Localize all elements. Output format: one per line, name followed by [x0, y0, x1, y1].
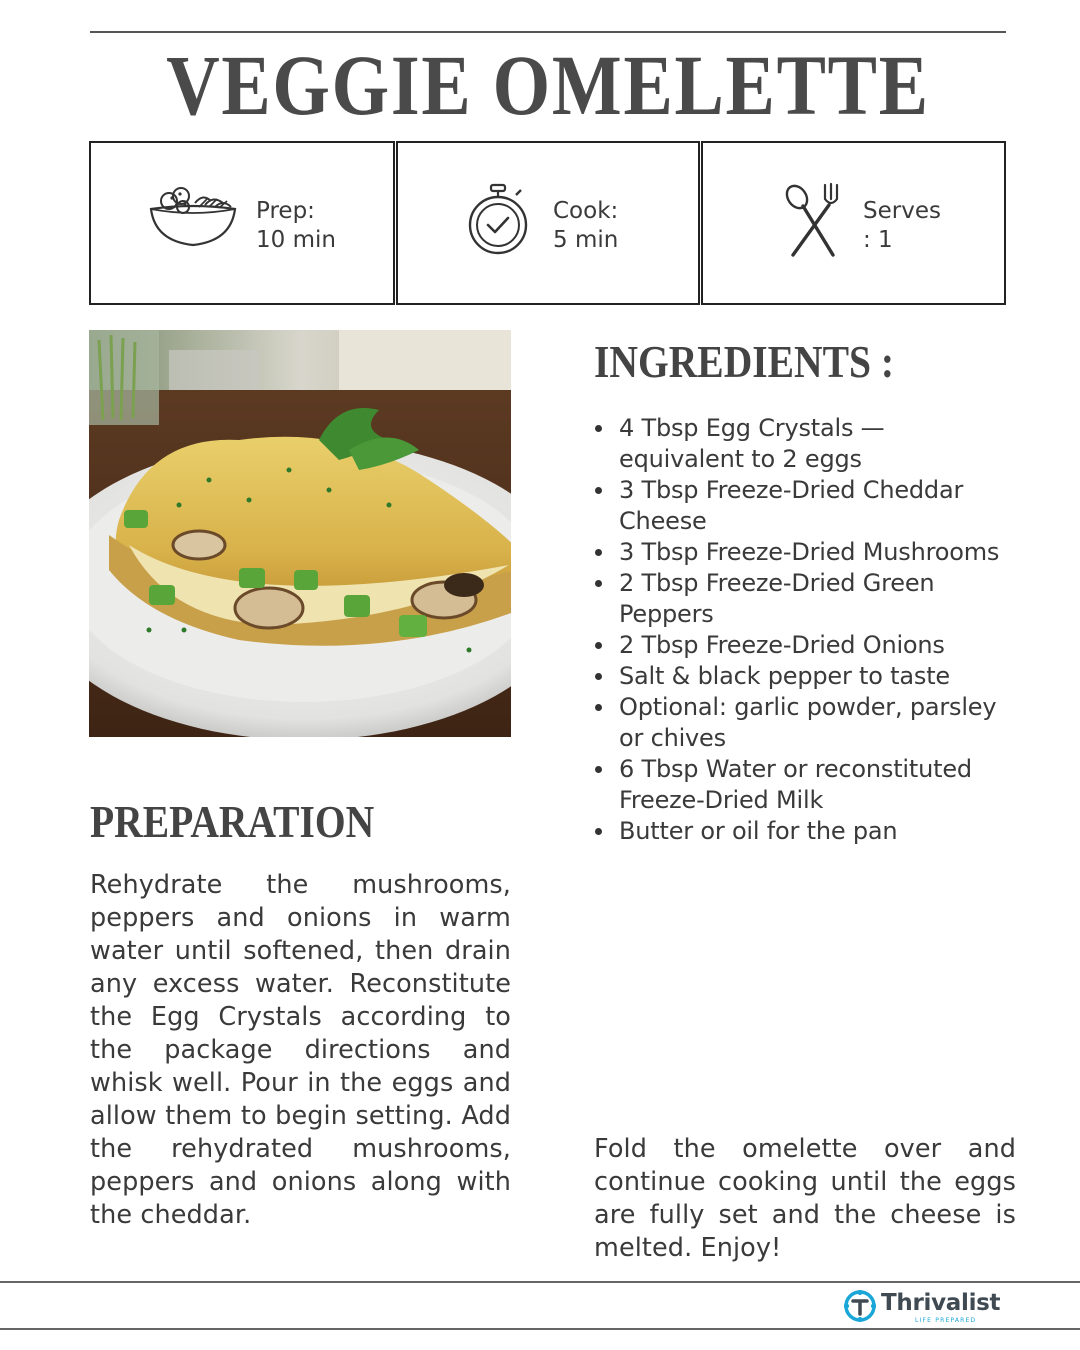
list-item: Butter or oil for the pan [594, 816, 1014, 847]
brand-logo [843, 1288, 1013, 1326]
bowl-icon [147, 181, 239, 251]
ingredients-list [594, 413, 1014, 847]
top-divider [90, 31, 1006, 33]
cook-value: 5 min [553, 227, 619, 253]
cook-label: Cook: [553, 198, 619, 224]
spoon-fork-icon [781, 181, 845, 261]
list-item: Optional: garlic powder, parsley or chives [594, 692, 1014, 754]
preparation-text: Rehydrate the mushrooms, peppers and onions in warm water until softened, then drain any excess water. Reconstitute the Egg Crystals according to the package directions and whisk well. Pour in the eggs and allow them to begin setting. Add the rehydrated mushrooms, peppers and onions along with the cheddar. [90, 870, 511, 1230]
footer-divider-bottom [0, 1328, 1080, 1330]
prep-value: 10 min [256, 227, 336, 253]
brand-name: Thrivalist [881, 1290, 1001, 1316]
preparation-text-continued: Fold the omelette over and continue cooking until the eggs are fully set and the cheese is melted. Enjoy! [594, 1134, 1016, 1263]
stopwatch-icon [466, 181, 530, 257]
list-item: 2 Tbsp Freeze-Dried Onions [594, 630, 1014, 661]
list-item: 2 Tbsp Freeze-Dried Green Peppers [594, 568, 1014, 630]
list-item: 3 Tbsp Freeze-Dried Mushrooms [594, 537, 1014, 568]
list-item: 3 Tbsp Freeze-Dried Cheddar Cheese [594, 475, 1014, 537]
serves-value: : 1 [863, 227, 893, 253]
cook-time-box [396, 141, 700, 305]
omelette-photo [89, 330, 511, 737]
serves-label: Serves [863, 198, 941, 224]
prep-time-box [89, 141, 395, 305]
recipe-title: VEGGIE OMELETTE [166, 37, 930, 133]
thrivalist-logo-icon [843, 1289, 877, 1323]
serves-box [701, 141, 1006, 305]
ingredients-heading: INGREDIENTS : [594, 336, 895, 387]
footer-divider-top [0, 1281, 1080, 1283]
list-item: 6 Tbsp Water or reconstituted Freeze-Dried Milk [594, 754, 1014, 816]
prep-label: Prep: [256, 198, 315, 224]
list-item: 4 Tbsp Egg Crystals — equivalent to 2 eggs [594, 413, 1014, 475]
preparation-heading: PREPARATION [90, 796, 375, 847]
list-item: Salt & black pepper to taste [594, 661, 1014, 692]
brand-tagline: LIFE PREPARED [915, 1317, 977, 1324]
